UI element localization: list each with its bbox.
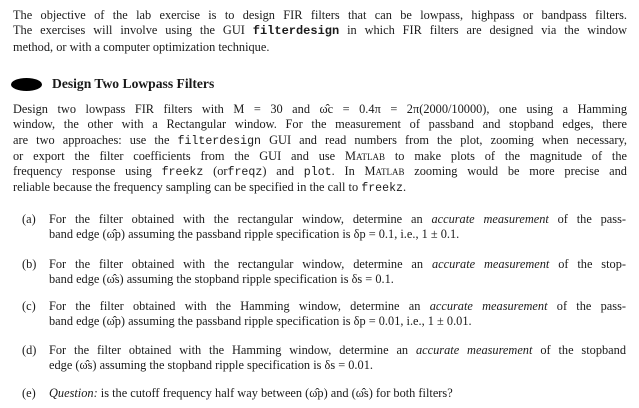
item-label: (a): [22, 212, 36, 226]
intro-line-2: The exercises will involve using the GUI filterdesign in which FIR filters are designed via the window: [13, 23, 627, 39]
intro-line-3: method, or with a computer optimization technique.: [13, 39, 270, 54]
item-label: (c): [22, 299, 36, 313]
document-page: The objective of the lab exercise is to design FIR filters that can be lowpass, highpass or bandpass filters. The exercises will involve using the GUI filterdesign in which FIR filters are designed via the window method, or with a computer optimization technique. Design Two Lowpass Filters Design two lowpass FIR filters with M = 30 and ω̂c = 0.4π = 2π(2000/10000), one using a Hamming window, the other with a Rectangular window. For the measurement of passband and stopband edges, there are two approaches: use the filterdesign GUI and read numbers from the plot, zooming when necessary, or export the filter coefficients from the GUI and use Matlab to make plots of the magnitude of the frequency response using freekz (orfreqz) and plot. In Matlab zooming would be more precise and reliable because the frequency sampling can be specified in the call to freekz. (a) For the filter obtained with the rectangular window, determine an accurate measurement of the pass- band edge (ω̂p) assuming the passband ripple specification is δp = 0.1, i.e., 1 ± 0.1. (b) For the filter obtained with the rectangular window, determine an accurate measurement of the stop- band edge (ω̂s) assuming the stopband ripple specification is δs = 0.1. (c) For the filter obtained with the Hamming window, determine an accurate measurement of the pass- band edge (ω̂p) assuming the passband ripple specification is δp = 0.01, i.e., 1 ± 0.01. (d) For the filter obtained with the Hamming window, determine an accurate measurement of the stopband edge (ω̂s) assuming the stopband ripple specification is δs = 0.01. (e) Question: is the cutoff frequency half way between (ω̂p) and (ω̂s) for both filters?: [13, 8, 627, 400]
intro-paragraph: [13, 8, 627, 55]
body-paragraph: [13, 102, 627, 197]
code-filterdesign: filterdesign: [252, 24, 340, 39]
para-line-2: window, the other with a Rectangular window. For the measurement of passband and stopband edges, there: [13, 117, 627, 132]
item-label: (e): [22, 386, 36, 400]
para-line-1: Design two lowpass FIR filters with M = 30 and ω̂c = 0.4π = 2π(2000/10000), one using a Hamming: [13, 102, 627, 116]
section-heading: [11, 75, 214, 93]
item-label: (d): [22, 343, 37, 357]
bullet-icon: [11, 78, 42, 91]
matlab-name: Matlab: [345, 148, 386, 163]
para-line-6: reliable because the frequency sampling can be specified in the call to freekz.: [13, 180, 407, 196]
section-title: Design Two Lowpass Filters: [52, 76, 215, 92]
para-line-3: are two approaches: use the filterdesign GUI and read numbers from the plot, zooming when necessary,: [13, 132, 627, 148]
intro-line-1: The objective of the lab exercise is to design FIR filters that can be lowpass, highpass or bandpass filters.: [13, 8, 627, 22]
code-filterdesign-inline: filterdesign: [177, 134, 262, 148]
para-line-4: or export the filter coefficients from the GUI and use Matlab to make plots of the magnitude of the: [13, 148, 627, 163]
item-label: (b): [22, 257, 37, 271]
para-line-5: frequency response using freekz (orfreqz) and plot. In Matlab zooming would be more precise and: [13, 164, 627, 180]
